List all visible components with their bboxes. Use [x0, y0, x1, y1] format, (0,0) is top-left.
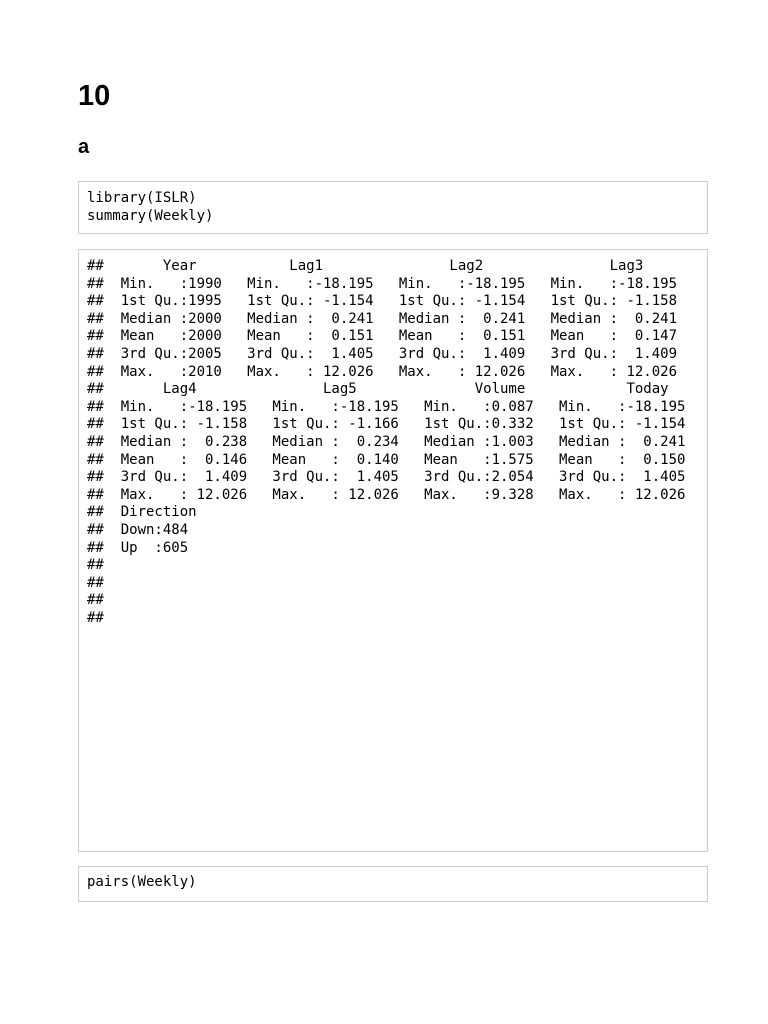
code-source-block: pairs(Weekly): [78, 866, 708, 902]
subsection-heading: a: [78, 136, 90, 158]
code-output-block: ## Year Lag1 Lag2 Lag3 ## Min. :1990 Min. :-18.195 Min. :-18.195 Min. :-18.195 ## 1st Qu.:1995 1st Qu.: -1.154 1st Qu.: -1.154 1st Qu.: -1.158 ## Median :2000 Median : 0.241 Median : 0.241 Median : 0.241 ## Mean :2000 Mean : 0.151 Mean : 0.151 Mean : 0.147 ## 3rd Qu.:2005 3rd Qu.: 1.405 3rd Qu.: 1.409 3rd Qu.: 1.409 ## Max. :2010 Max. : 12.026 Max. : 12.026 Max. : 12.026 ## Lag4 Lag5 Volume Today ## Min. :-18.195 Min. :-18.195 Min. :0.087 Min. :-18.195 ## 1st Qu.: -1.158 1st Qu.: -1.166 1st Qu.:0.332 1st Qu.: -1.154 ## Median : 0.238 Median : 0.234 Median :1.003 Median : 0.241 ## Mean : 0.146 Mean : 0.140 Mean :1.575 Mean : 0.150 ## 3rd Qu.: 1.409 3rd Qu.: 1.405 3rd Qu.:2.054 3rd Qu.: 1.405 ## Max. : 12.026 Max. : 12.026 Max. :9.328 Max. : 12.026 ## Direction ## Down:484 ## Up :605 ## ## ## ##: [78, 249, 708, 852]
section-heading: 10: [78, 80, 111, 112]
code-source-block: library(ISLR) summary(Weekly): [78, 181, 708, 234]
